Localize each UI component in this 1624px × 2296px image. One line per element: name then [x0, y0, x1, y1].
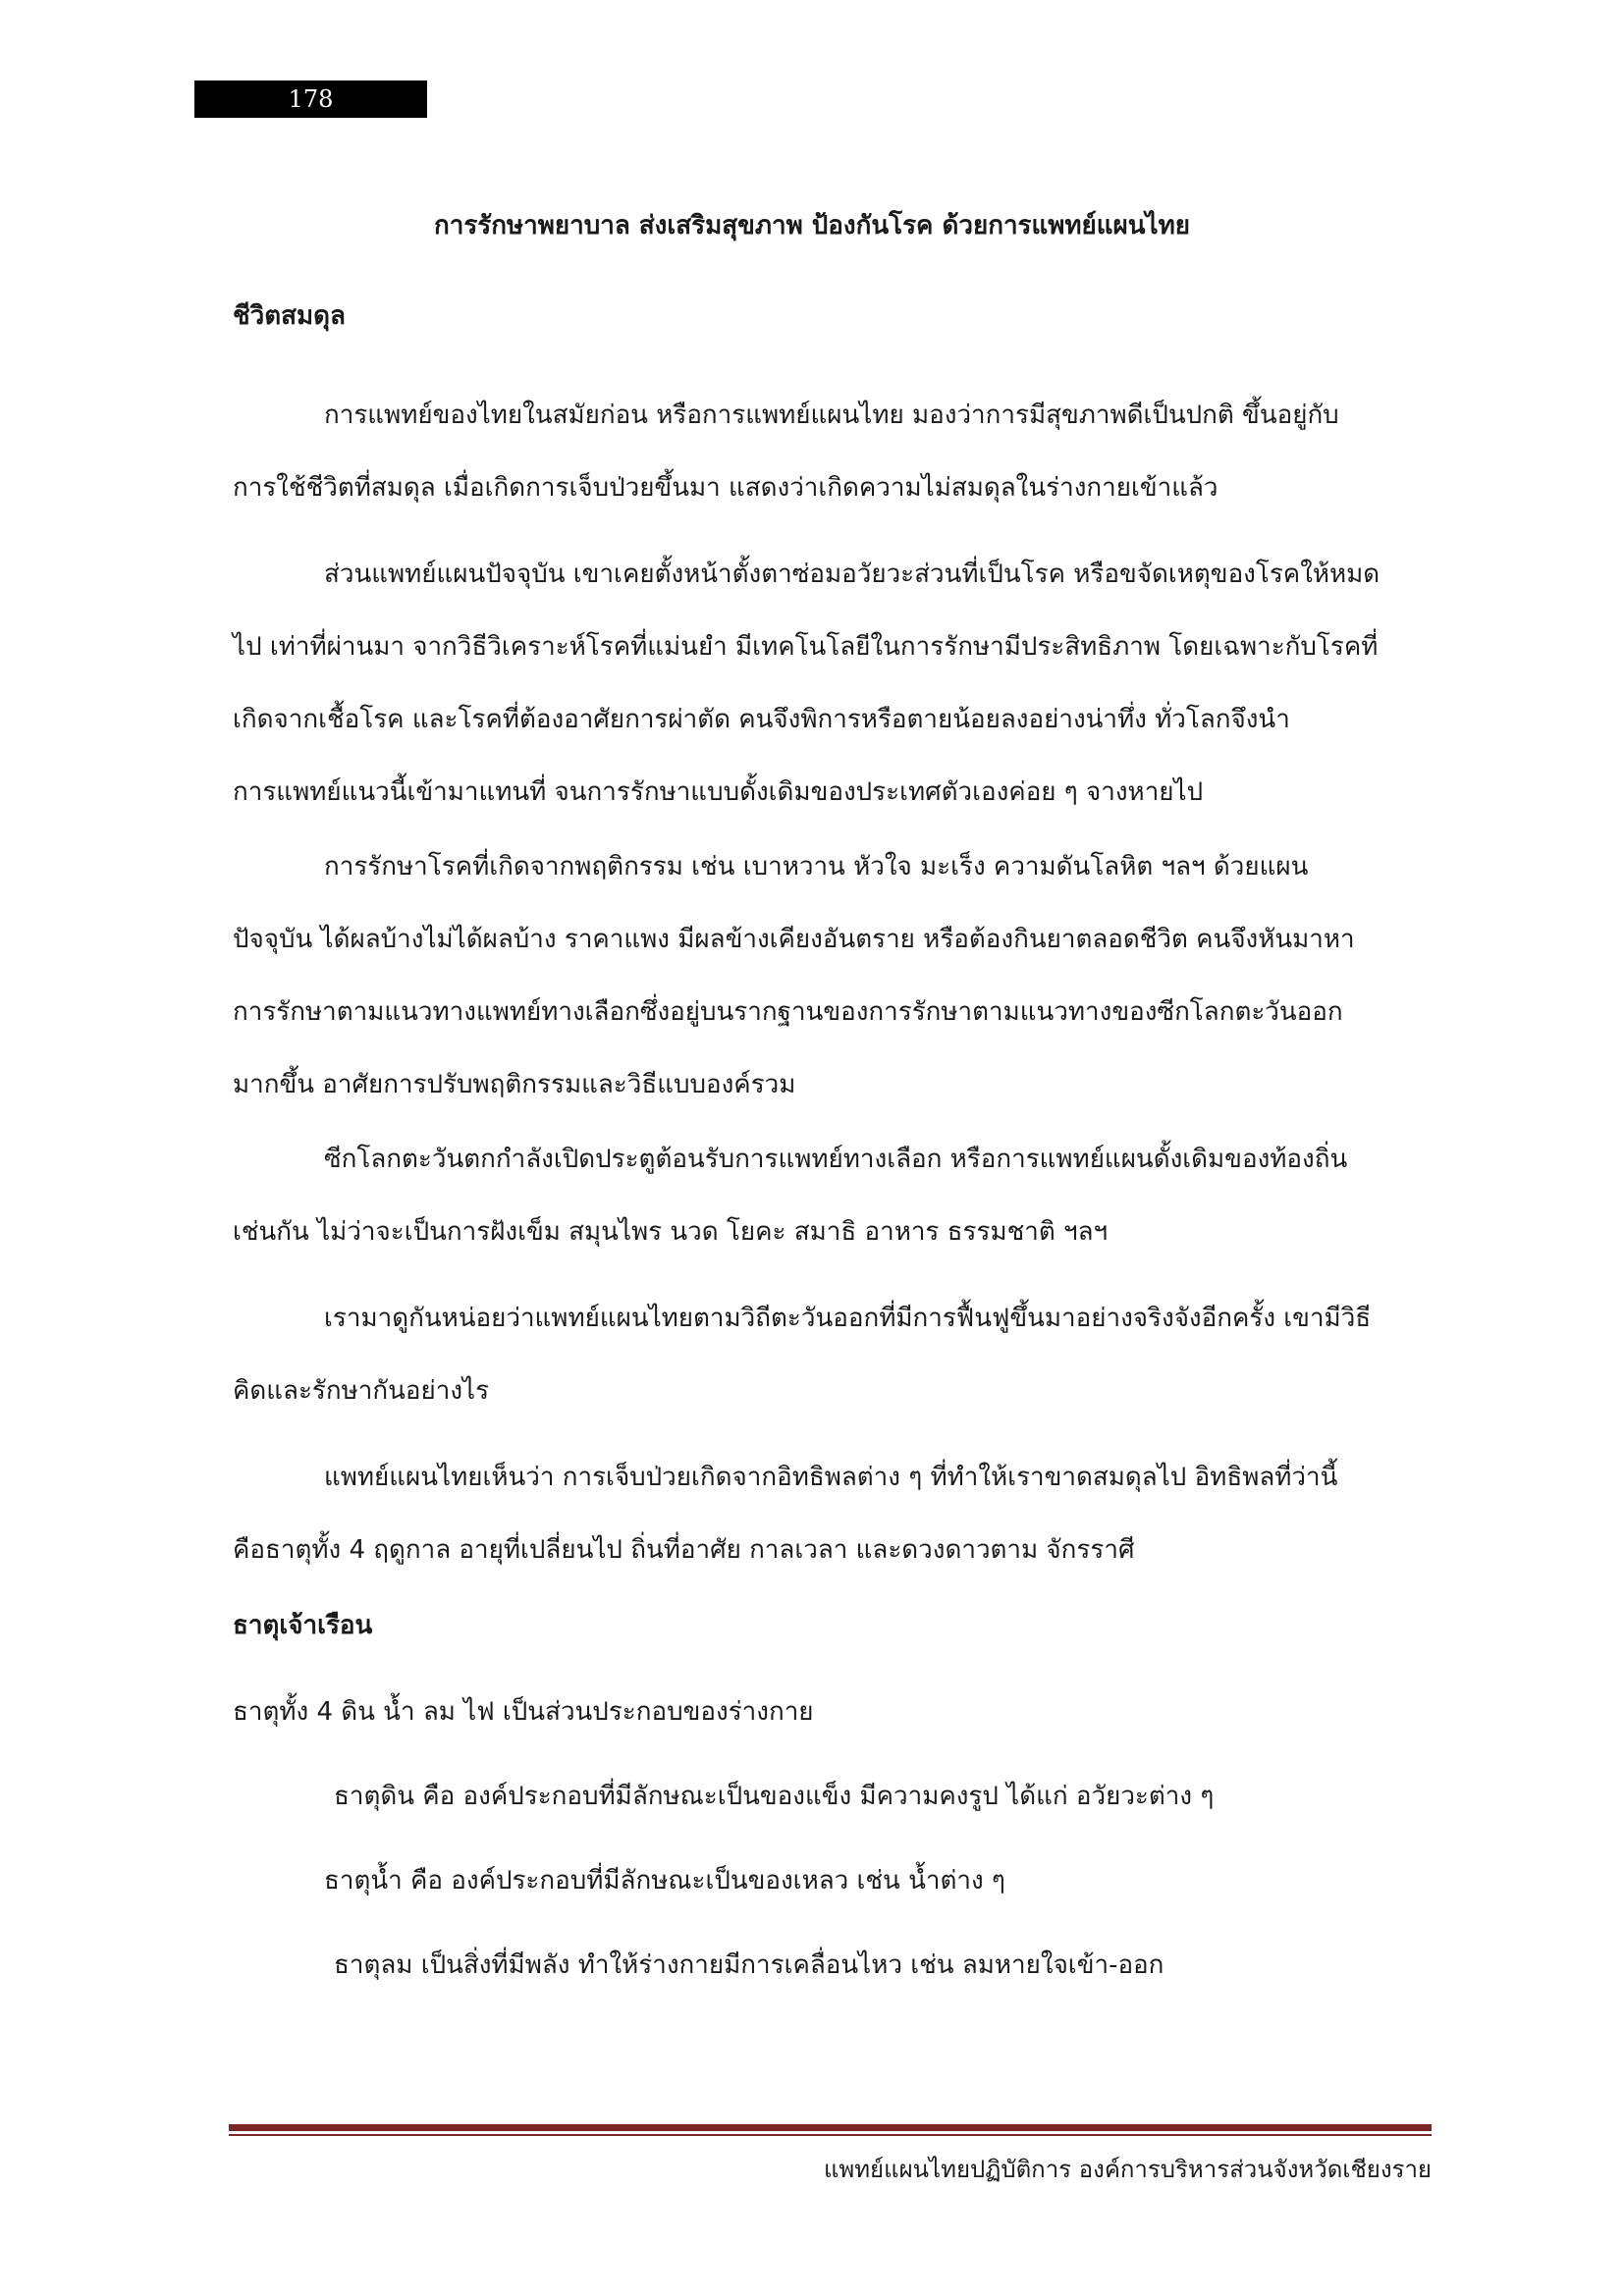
paragraph-line: การรักษาตามแนวทางแพทย์ทางเลือกซึ่งอยู่บนรากฐานของการรักษาตามแนวทางของซีกโลกตะวันออก	[233, 997, 1343, 1027]
paragraph-4	[233, 1123, 1431, 1268]
paragraph-6	[233, 1441, 1431, 1586]
paragraph-line: เรามาดูกันหน่อยว่าแพทย์แผนไทยตามวิถีตะวันออกที่มีการฟื้นฟูขึ้นมาอย่างจริงจังอีกครั้ง เขามีวิธี	[324, 1304, 1372, 1333]
paragraph-line: การใช้ชีวิตที่สมดุล เมื่อเกิดการเจ็บป่วยขึ้นมา แสดงว่าเกิดความไม่สมดุลในร่างกายเข้าแล้ว	[233, 473, 1218, 503]
document-title: การรักษาพยาบาล ส่งเสริมสุขภาพ ป้องกันโรค ด้วยการแพทย์แผนไทย	[433, 211, 1191, 240]
paragraph-3	[233, 830, 1431, 1121]
footer-divider-thin	[229, 2134, 1432, 2136]
paragraph-line: มากขึ้น อาศัยการปรับพฤติกรรมและวิธีแบบองค์รวม	[233, 1070, 796, 1099]
footer-divider	[229, 2124, 1432, 2131]
paragraph-line: คือธาตุทั้ง 4 ฤดูกาล อายุที่เปลี่ยนไป ถิ่นที่อาศัย กาลเวลา และดวงดาวตาม จักรราศี	[233, 1535, 1135, 1565]
paragraph-line: การแพทย์แนวนี้เข้ามาแทนที่ จนการรักษาแบบดั้งเดิมของประเทศตัวเองค่อย ๆ จางหายไป	[233, 777, 1204, 807]
paragraph-line: ส่วนแพทย์แผนปัจจุบัน เขาเคยตั้งหน้าตั้งตาซ่อมอวัยวะส่วนที่เป็นโรค หรือขจัดเหตุของโรคให้หมด	[324, 560, 1380, 589]
paragraph-line: ซีกโลกตะวันตกกำลังเปิดประตูต้อนรับการแพทย์ทางเลือก หรือการแพทย์แผนดั้งเดิมของท้องถิ่น	[324, 1145, 1348, 1174]
paragraph-line: คิดและรักษากันอย่างไร	[233, 1376, 490, 1406]
footer-organization: แพทย์แผนไทยปฏิบัติการ องค์การบริหารส่วนจังหวัดเชียงราย	[823, 2156, 1432, 2183]
paragraph-line: เช่นกัน ไม่ว่าจะเป็นการฝังเข็ม สมุนไพร นวด โยคะ สมาธิ อาหาร ธรรมชาติ ฯลฯ	[233, 1217, 1109, 1247]
paragraph-line: การแพทย์ของไทยในสมัยก่อน หรือการแพทย์แผนไทย มองว่าการมีสุขภาพดีเป็นปกติ ขึ้นอยู่กับ	[324, 400, 1339, 430]
paragraph-line: แพทย์แผนไทยเห็นว่า การเจ็บป่วยเกิดจากอิทธิพลต่าง ๆ ที่ทำให้เราขาดสมดุลไป อิทธิพลที่ว่านี้	[324, 1463, 1338, 1492]
paragraph-line: เกิดจากเชื้อโรค และโรคที่ต้องอาศัยการผ่าตัด คนจึงพิการหรือตายน้อยลงอย่างน่าทึ่ง ทั่วโลกจึงนำ	[233, 705, 1290, 734]
page-number: 178	[194, 80, 427, 118]
element-item-water: ธาตุน้ำ คือ องค์ประกอบที่มีลักษณะเป็นของเหลว เช่น น้ำต่าง ๆ	[324, 1866, 1005, 1896]
section-heading-dominant-element: ธาตุเจ้าเรือน	[233, 1611, 373, 1640]
element-item-earth: ธาตุดิน คือ องค์ประกอบที่มีลักษณะเป็นของแข็ง มีความคงรูป ได้แก่ อวัยวะต่าง ๆ	[334, 1782, 1215, 1811]
paragraph-line: ปัจจุบัน ได้ผลบ้างไม่ได้ผลบ้าง ราคาแพง มีผลข้างเคียงอันตราย หรือต้องกินยาตลอดชีวิต คนจึงหันมาหา	[233, 925, 1355, 954]
paragraph-5	[233, 1282, 1431, 1427]
elements-intro: ธาตุทั้ง 4 ดิน น้ำ ลม ไฟ เป็นส่วนประกอบของร่างกาย	[233, 1697, 814, 1727]
paragraph-line: การรักษาโรคที่เกิดจากพฤติกรรม เช่น เบาหวาน หัวใจ มะเร็ง ความดันโลหิต ฯลฯ ด้วยแผน	[324, 852, 1309, 881]
section-heading-balanced-life: ชีวิตสมดุล	[233, 301, 346, 331]
paragraph-line: ไป เท่าที่ผ่านมา จากวิธีวิเคราะห์โรคที่แม่นยำ มีเทคโนโลยีในการรักษามีประสิทธิภาพ โดยเฉพาะกับโรคที่	[233, 632, 1379, 662]
paragraph-1	[233, 379, 1431, 524]
element-item-wind: ธาตุลม เป็นสิ่งที่มีพลัง ทำให้ร่างกายมีการเคลื่อนไหว เช่น ลมหายใจเข้า-ออก	[334, 1950, 1164, 1980]
paragraph-2	[233, 538, 1431, 828]
